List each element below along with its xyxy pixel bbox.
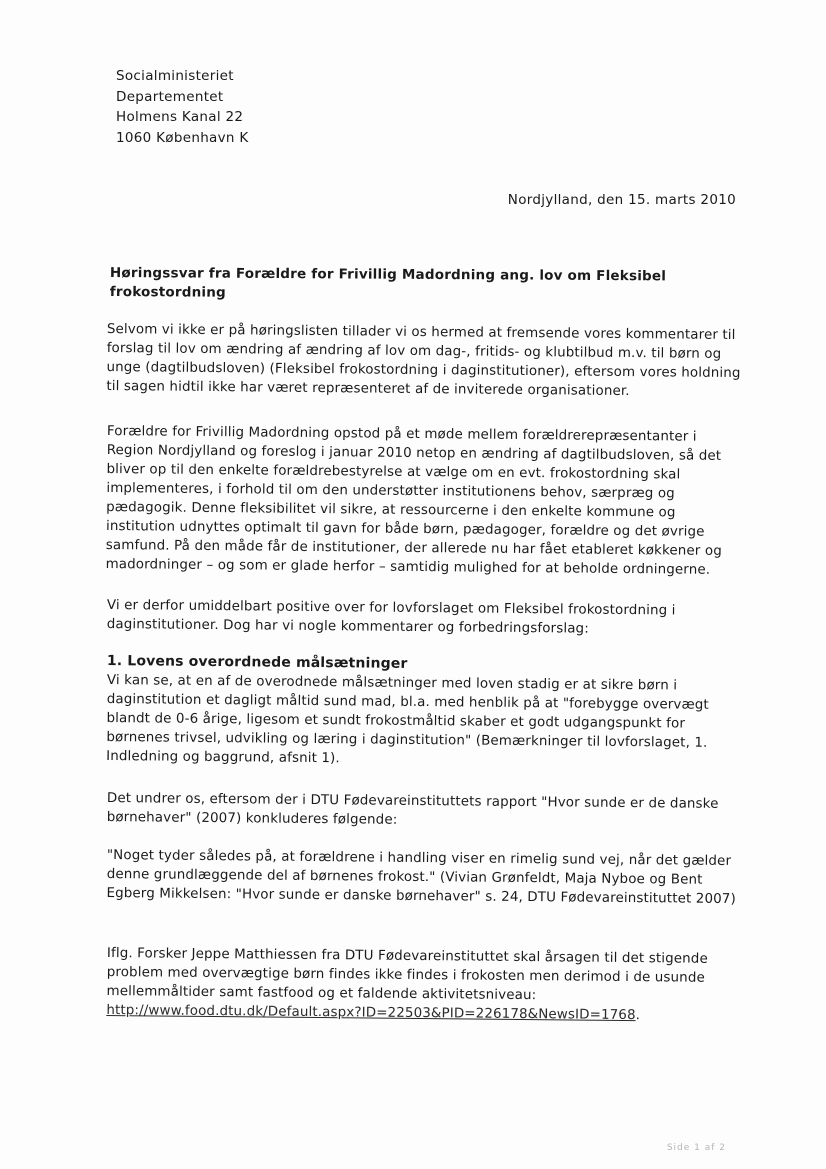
section-heading-1: 1. Lovens overordnede målsætninger [106,652,408,672]
recipient-line-4: 1060 København K [116,129,249,146]
recipient-line-3: Holmens Kanal 22 [116,109,244,125]
recipient-address [116,66,249,148]
paragraph-1: Selvom vi ikke er på høringslisten tillader vi os hermed at fremsende vores kommentarer til forslag til lov om ændring af ændring af lov om dag-, fritids- og klubtilbud m.v. til børn og unge (dagtilbudsloven) (Fleksibel frokostordning i daginstitutioner), eftersom vores holdning til sagen hidtil ikke har været repræsenteret af de inviterede organisationer. [106,321,741,400]
paragraph-3: Vi er derfor umiddelbart positive over for lovforslaget om Fleksibel frokostordning i daginstitutioner. Dog har vi nogle kommentarer og forbedringsforslag: [106,597,676,637]
paragraph-5: Det undrer os, eftersom der i DTU Fødevareinstituttets rapport "Hvor sunde er de danske børnehaver" (2007) konkluderes følgende: [106,790,719,828]
paragraph-7 [106,944,747,1026]
recipient-line-1: Socialministeriet [116,68,234,84]
dateline: Nordjylland, den 15. marts 2010 [507,192,736,208]
link-suffix: . [635,1008,641,1024]
letter-title: Høringssvar fra Forældre for Frivillig Madordning ang. lov om Fleksibel frokostordning [109,264,667,301]
recipient-line-2: Departementet [116,88,224,105]
paragraph-7-text: Iflg. Forsker Jeppe Matthiessen fra DTU Fødevareinstituttet skal årsagen til det stigende problem med overvægtige børn findes ikke findes i frokosten men derimod i de usunde mellemmåltider samt fastfood og et faldende aktivitetsniveau: [106,945,708,1004]
quote-paragraph: "Noget tyder således på, at forældrene i handling viser en rimelig sund vej, når det gælder denne grundlæggende del af børnenes frokost." (Vivian Grønfeldt, Maja Nyboe og Bent Egberg Mikkelsen: "Hvor sunde er danske børnehaver" s. 24, DTU Fødevareinstituttet 2007) [106,847,736,908]
dtu-news-link[interactable]: http://www.food.dtu.dk/Default.aspx?ID=22503&PID=226178&NewsID=1768 [106,1002,636,1024]
paragraph-4: Vi kan se, at en af de overodnede målsætninger med loven stadig er at sikre børn i daginstitution et dagligt måltid sund mad, bl.a. med henblik på at "forebygge overvægt blandt de 0-6 årige, ligesom et sundt frokostmåltid skaber et godt udgangspunkt for børnenes trivsel, udvikling og læring i daginstitution" (Bemærkninger til lovforslaget, 1. Indledning og baggrund, afsnit 1). [106,672,709,767]
paragraph-2: Forældre for Frivillig Madordning opstod på et møde mellem forældrerepræsentanter i Region Nordjylland og foreslog i januar 2010 netop en ændring af dagtilbudsloven, så det bliver op til den enkelte forældrebestyrelse at vælge om en evt. frokostordning skal implementeres, i forhold til om den understøtter institutionens behov, særpræg og pædagogik. Denne fleksibilitet vil sikre, at ressourcerne i den enkelte kommune og institution udnyttes optimalt til gavn for både børn, pædagoger, forældre og det øvrige samfund. På den måde får de institutioner, der allerede nu har fået etableret køkkener og madordninger – og som er glade herfor – samtidig mulighed for at beholde ordningerne. [105,423,722,578]
page-number: Side 1 af 2 [666,1143,726,1153]
